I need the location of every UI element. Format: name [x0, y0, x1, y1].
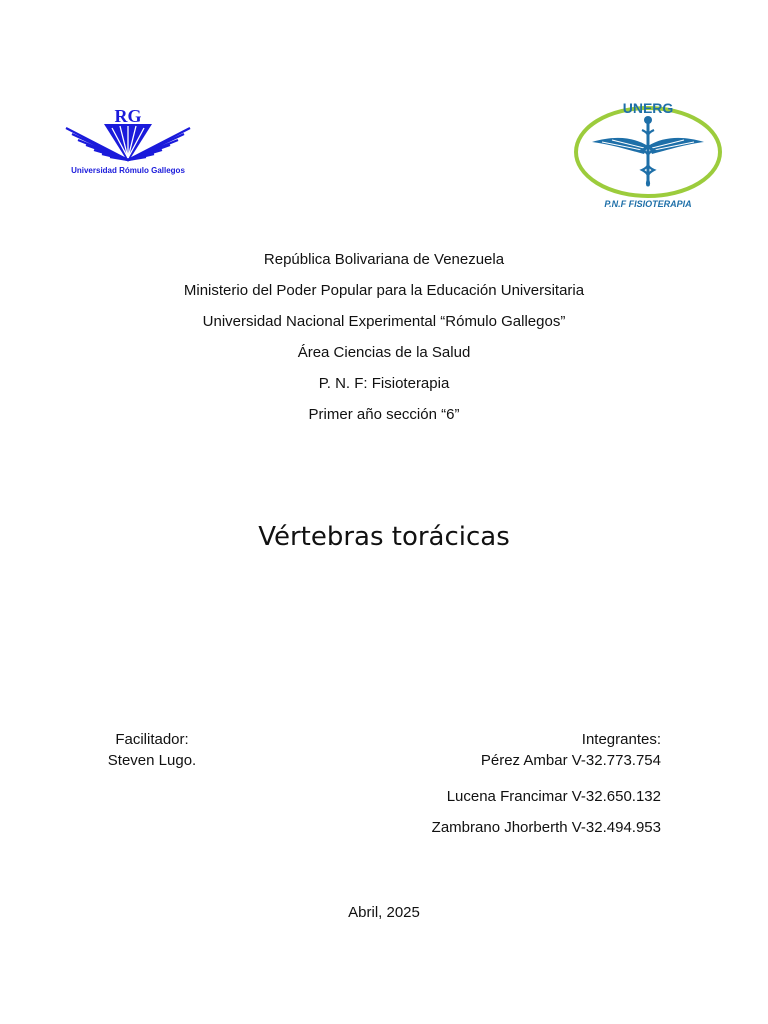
header-line-republic: República Bolivariana de Venezuela — [263, 251, 505, 268]
document-title: Vértebras torácicas — [258, 522, 510, 552]
header-line-ministry: Ministerio del Poder Popular para la Educación Universitaria — [183, 282, 585, 299]
caduceus-seal-icon — [572, 96, 724, 216]
member-item: Zambrano Jhorberth V-32.494.953 — [431, 819, 661, 836]
member-item: Pérez Ambar V-32.773.754 — [480, 752, 661, 769]
facilitator-label: Facilitador: — [115, 731, 189, 748]
header-line-program: P. N. F: Fisioterapia — [318, 375, 450, 392]
unerg-fisioterapia-seal — [572, 96, 724, 216]
header-line-area: Área Ciencias de la Salud — [297, 344, 471, 361]
member-item: Lucena Francimar V-32.650.132 — [446, 788, 661, 805]
seal-top-text: UNERG — [622, 100, 674, 116]
facilitator-block — [100, 729, 204, 771]
institution-header — [0, 244, 768, 430]
eagle-wings-icon — [64, 104, 192, 180]
members-label: Integrantes: — [581, 731, 661, 748]
document-date: Abril, 2025 — [348, 904, 420, 921]
header-line-section: Primer año sección “6” — [308, 406, 460, 423]
header-line-university: Universidad Nacional Experimental “Rómulo Gallegos” — [202, 313, 566, 330]
members-block — [432, 729, 661, 843]
logo-caption: Universidad Rómulo Gallegos — [71, 166, 185, 175]
facilitator-name: Steven Lugo. — [107, 752, 197, 769]
seal-bottom-text: P.N.F FISIOTERAPIA — [604, 199, 692, 209]
rg-monogram: RG — [114, 106, 142, 126]
universidad-romulo-gallegos-logo — [64, 104, 192, 180]
